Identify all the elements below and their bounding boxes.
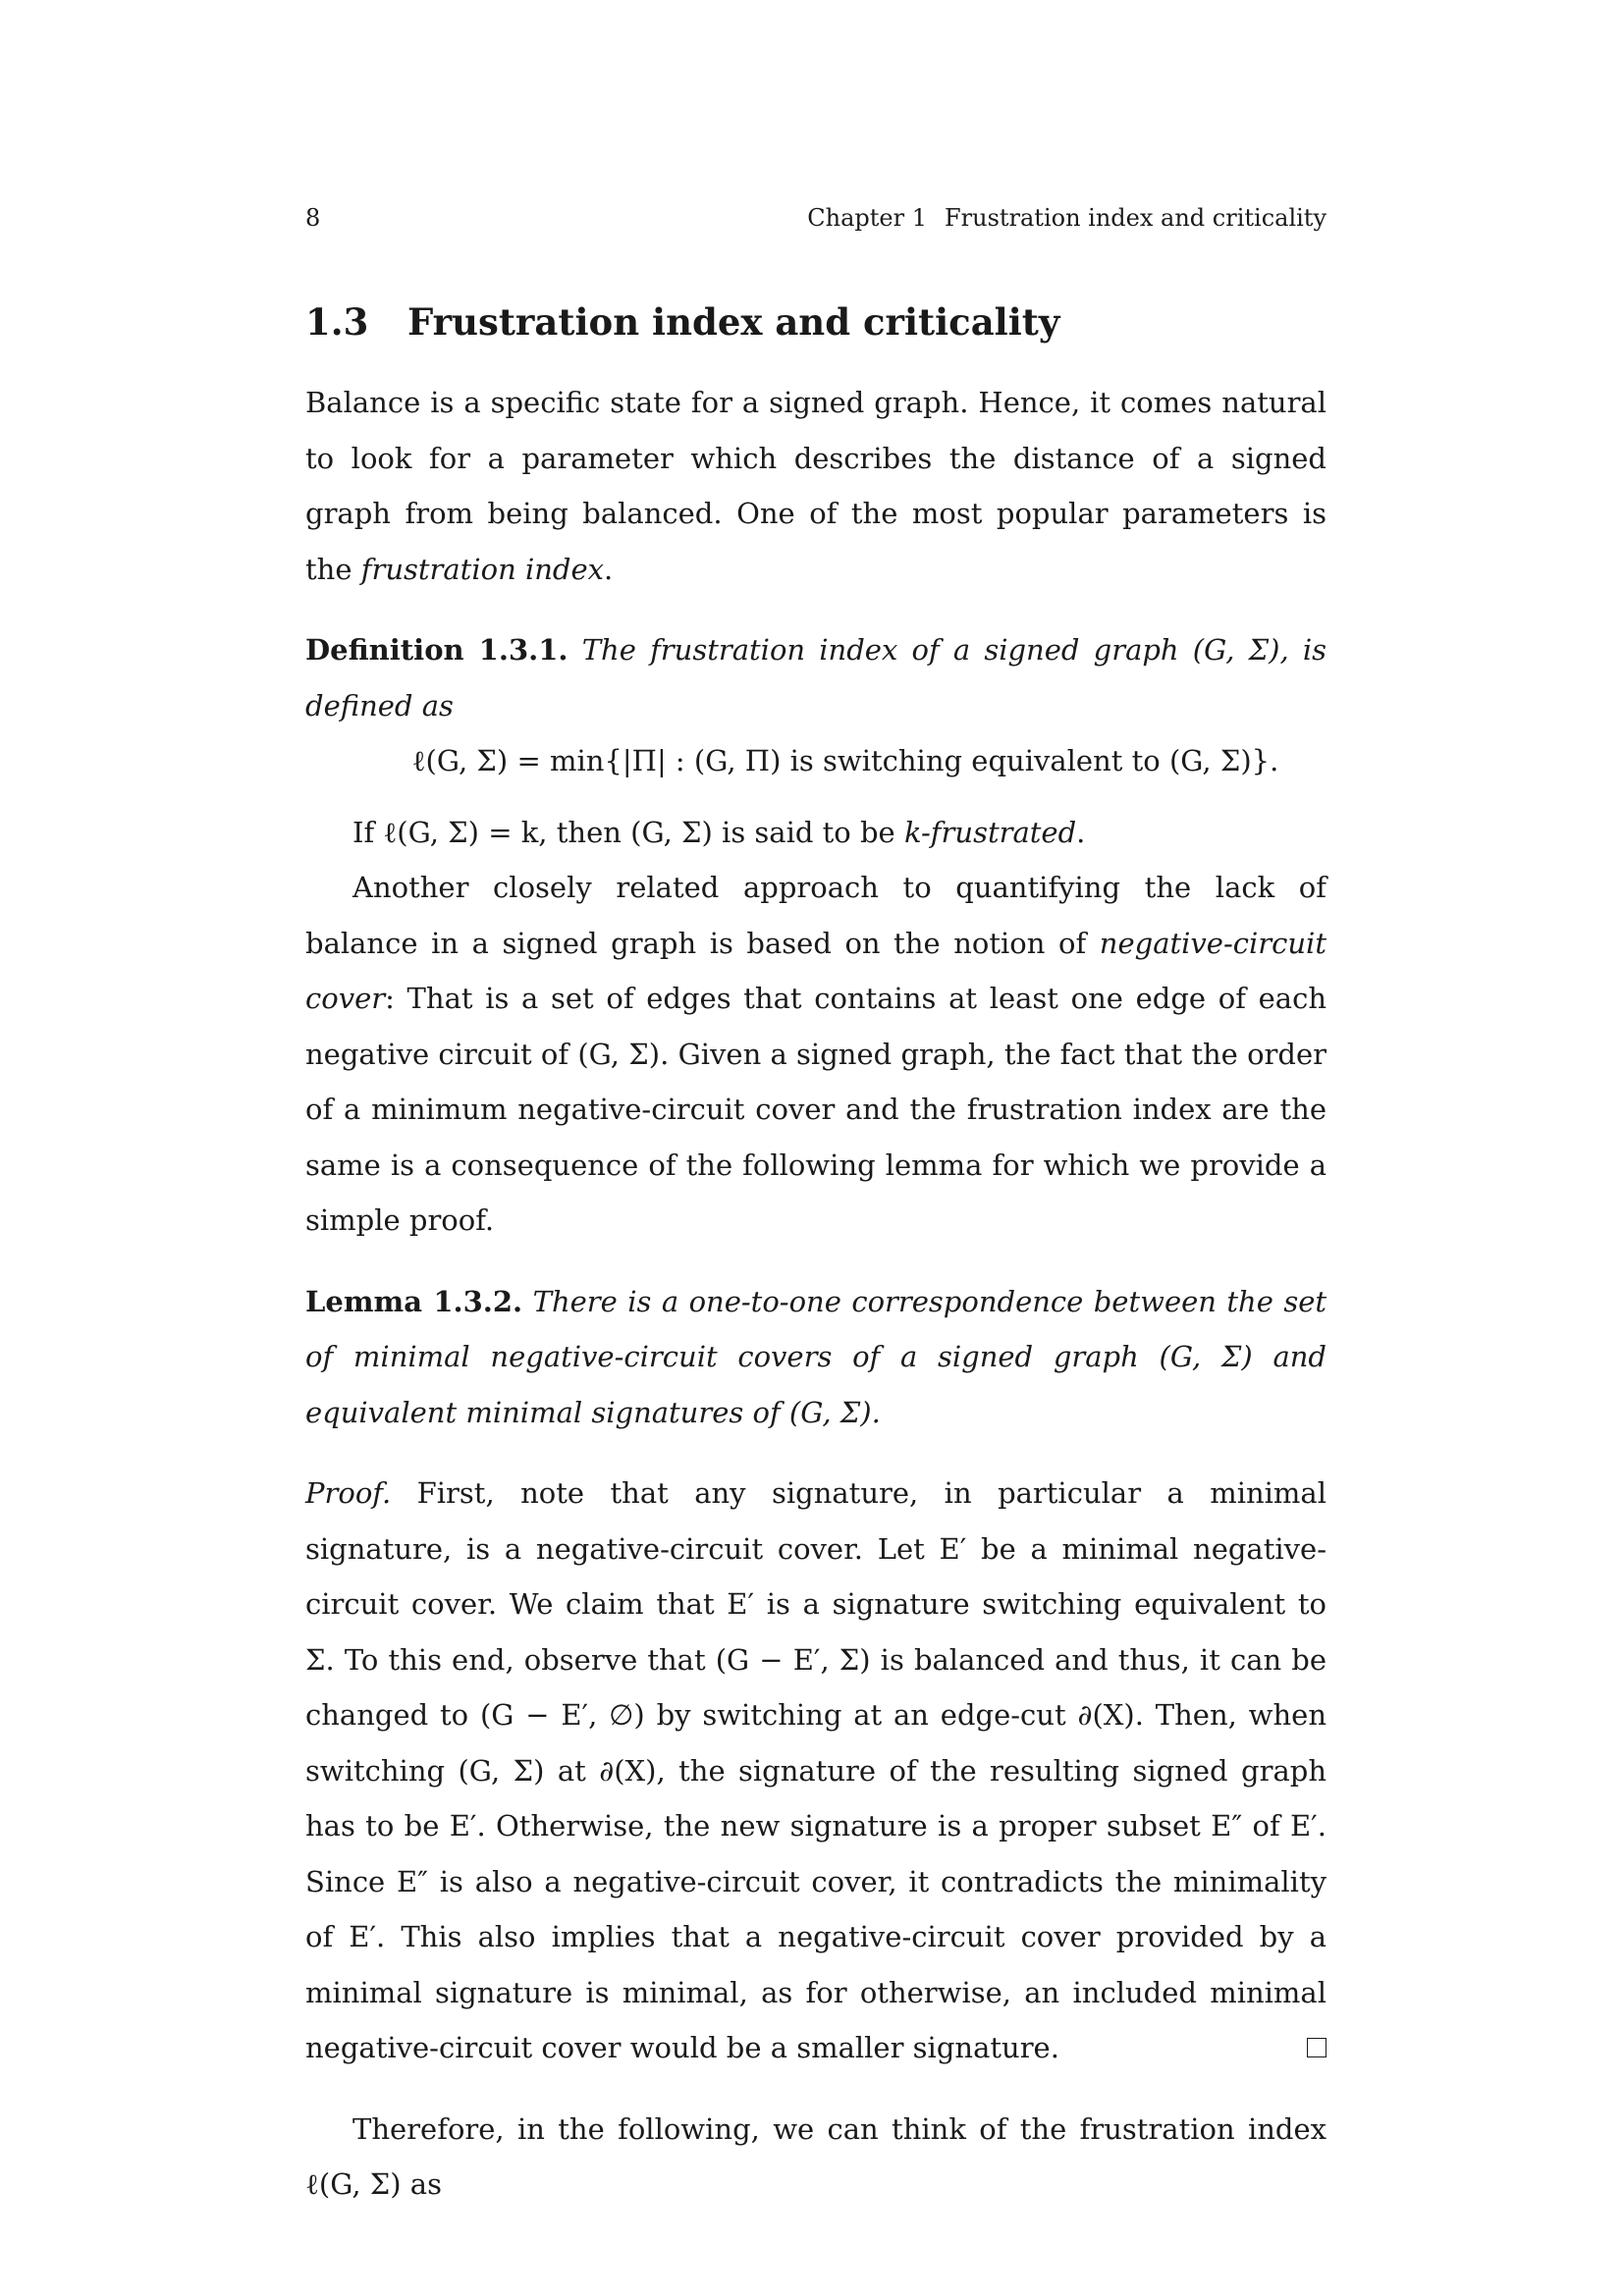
definition-label: Definition 1.3.1. [305, 633, 568, 667]
running-header [305, 204, 1326, 240]
section-heading [305, 294, 1326, 349]
definition-body: The frustration index of a signed graph (G, Σ), is defined as [305, 633, 1327, 722]
closing-paragraph: Therefore, in the following, we can think of the frustration index ℓ(G, Σ) as [305, 2111, 1326, 2201]
intro-end: . [604, 552, 614, 586]
intro-emphasis: frustration index [360, 552, 604, 586]
cover-emphasis: negative-circuit cover [305, 926, 1326, 1015]
section-title: Frustration index and criticality [407, 300, 1060, 344]
lemma-label: Lemma 1.3.2. [305, 1284, 523, 1318]
intro-paragraph [305, 375, 1326, 597]
k-frustrated-text: If ℓ(G, Σ) = k, then (G, Σ) is said to be [352, 815, 904, 849]
proof-label: Proof. [305, 1476, 392, 1510]
section-number: 1.3 [305, 300, 369, 344]
cover-paragraph [305, 860, 1326, 1249]
qed-square-icon [1307, 2038, 1326, 2057]
cover-text-1: Another closely related approach to quantifying the lack of balance in a signed graph is based on the notion of [305, 871, 1326, 960]
intro-text: Balance is a specific state for a signed graph. Hence, it comes natural to look for a parameter which describes the distance of a signed graph from being balanced. One of the most popular parameters is the [305, 386, 1326, 586]
lemma-body: There is a one-to-one correspondence between the set of minimal negative-circuit covers of a signed graph (G, Σ) and equivalent minimal signatures of (G, Σ). [305, 1284, 1327, 1429]
chapter-title: Frustration index and criticality [944, 204, 1326, 232]
proof-body: First, note that any signature, in particular a minimal signature, is a negative-circuit cover. Let E′ be a minimal negative-circuit cover. We claim that E′ is a signature switching equivalent to Σ. To this end, observe that (G − E′, Σ) is balanced and thus, it can be changed to (G − E′, ∅) by switching at an edge-cut ∂(X). Then, when switching (G, Σ) at ∂(X), the signature of the resulting signed graph has to be E′. Otherwise, the new signature is a proper subset E″ of E′. Since E″ is also a negative-circuit cover, it contradicts the minimality of E′. This also implies that a negative-circuit cover provided by a minimal signature is minimal, as for otherwise, an included minimal negative-circuit cover would be a smaller signature. [305, 1476, 1327, 2064]
definition-block [305, 622, 1326, 733]
cover-text-2: : That is a set of edges that contains at least one edge of each negative circuit of (G, Σ). Given a signed graph, the fact that the order of a minimum negative-circuit cover and the frustration index are the same is a consequence of the following lemma for which we provide a simple proof. [305, 982, 1326, 1237]
chapter-label: Chapter 1 [807, 204, 927, 232]
page-body [305, 294, 1326, 2213]
running-head [807, 204, 1326, 232]
k-frustrated-end: . [1076, 815, 1086, 849]
k-frustrated-paragraph [305, 805, 1326, 861]
frustration-index-equation: ℓ(G, Σ) = min{|Π| : (G, Π) is switching equivalent to (G, Σ)}. [411, 744, 1279, 777]
lemma-block [305, 1274, 1326, 1441]
k-frustrated-emphasis: k-frustrated [903, 815, 1077, 849]
proof-block [305, 1466, 1326, 2076]
page-number: 8 [305, 204, 321, 232]
